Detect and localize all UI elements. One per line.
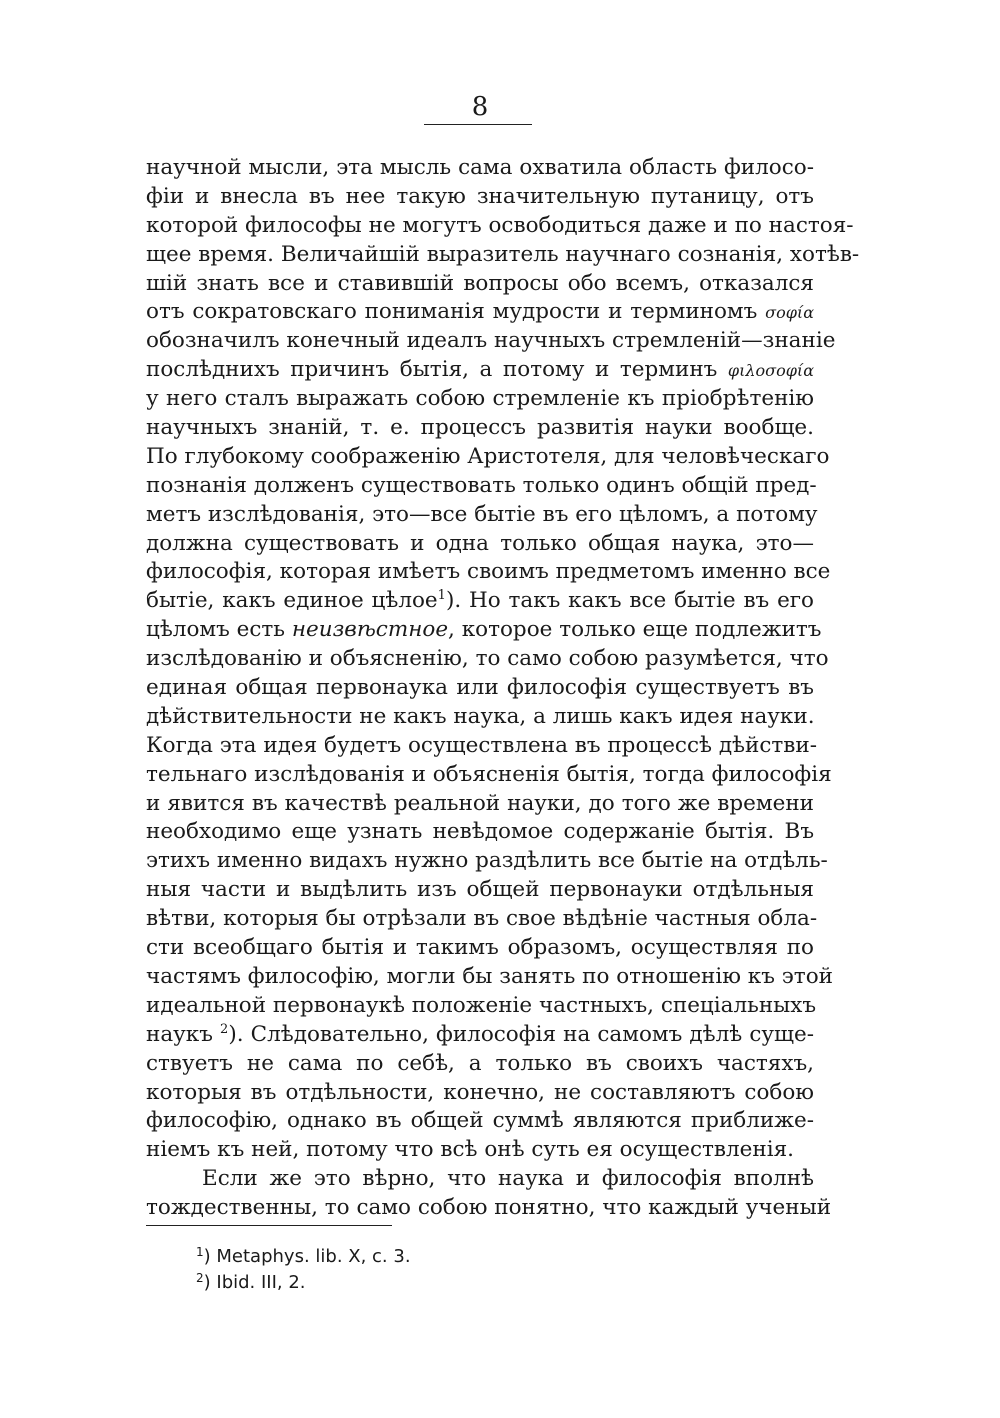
footnote-mark: 2: [196, 1271, 204, 1285]
text-fragment: дѣйствительности не какъ наука, а лишь какъ идея науки.: [146, 703, 815, 729]
text-line: [146, 298, 814, 327]
footnote-mark: 1: [196, 1245, 204, 1259]
text-fragment: ). Но такъ какъ все бытіе въ его: [445, 588, 814, 614]
text-fragment: познанія долженъ существовать только одинъ общій пред-: [146, 472, 817, 498]
footnote-item: [196, 1270, 696, 1296]
text-fragment: научной мысли, эта мысль сама охватила область филосо-: [146, 155, 814, 180]
text-fragment: этихъ именно видахъ нужно раздѣлить все бытіе на отдѣль-: [146, 848, 828, 874]
text-fragment: идеальной первонаукѣ положеніе частныхъ, спеціальныхъ: [146, 992, 817, 1018]
text-line: [146, 963, 833, 992]
text-line: [146, 934, 814, 963]
text-fragment: цѣломъ есть: [146, 617, 292, 643]
text-fragment: ныя части и выдѣлить изъ общей первонауки отдѣльныя: [146, 877, 814, 903]
footnote-reference: 1: [437, 588, 446, 604]
text-line: [146, 212, 854, 241]
text-line: [146, 847, 828, 876]
body-text: [146, 154, 860, 1223]
text-line: [146, 385, 814, 414]
text-fragment: которыя въ отдѣльности, конечно, не составляютъ собою: [146, 1079, 814, 1105]
emphasis-text: неизвѣстное: [291, 617, 449, 643]
greek-term: σοφία: [765, 303, 814, 323]
text-fragment: Когда эта идея будетъ осуществлена въ процессѣ дѣйстви-: [146, 732, 817, 758]
footnote-item: [196, 1244, 696, 1270]
text-fragment: послѣднихъ причинъ бытія, а потому и терминъ: [146, 357, 728, 383]
text-line: [146, 1194, 832, 1223]
text-line: [146, 761, 832, 790]
text-fragment: у него сталъ выражать собою стремленіе къ пріобрѣтенію: [146, 386, 814, 412]
text-line: [146, 558, 831, 587]
text-line: [146, 501, 818, 530]
text-line: [146, 703, 814, 732]
text-line: [146, 732, 817, 761]
text-fragment: тождественны, то само собою понятно, что каждый ученый: [146, 1195, 832, 1221]
text-line: [146, 587, 814, 616]
footnote-text: ) Metaphys. lib. X, c. 3.: [203, 1246, 411, 1267]
text-fragment: обозначилъ конечный идеалъ научныхъ стремленій—знаніе: [146, 328, 836, 354]
text-line: [146, 645, 829, 674]
text-line: [146, 472, 817, 501]
text-line: [146, 270, 814, 299]
text-line: [146, 1079, 814, 1108]
text-line: [146, 674, 814, 703]
text-line: [146, 876, 814, 905]
text-fragment: единая общая первонаука или философія существуетъ въ: [146, 675, 814, 701]
text-fragment: которой философы не могутъ освободиться даже и по настоя-: [146, 212, 854, 238]
text-line: [146, 530, 814, 559]
text-line: [146, 241, 860, 270]
text-line: [146, 1107, 814, 1136]
text-fragment: отъ сократовскаго пониманія мудрости и терминомъ: [146, 299, 766, 325]
text-line: [146, 1021, 814, 1050]
greek-term: φιλοσοφία: [727, 361, 814, 381]
text-fragment: должна существовать и одна только общая наука, это—: [146, 530, 814, 556]
text-fragment: ніемъ къ ней, потому что всѣ онѣ суть ея осуществленія.: [146, 1137, 795, 1163]
text-line: [146, 356, 814, 385]
footnote-text: ) Ibid. III, 2.: [203, 1272, 306, 1293]
text-fragment: Если же это вѣрно, что наука и философія вполнѣ: [202, 1166, 814, 1192]
text-line: [146, 1136, 814, 1165]
text-fragment: шій знать все и ставившій вопросы обо всемъ, отказался: [146, 270, 814, 296]
text-fragment: ). Слѣдовательно, философія на самомъ дѣлѣ суще-: [228, 1021, 814, 1047]
text-line: [146, 818, 814, 847]
text-line: [146, 327, 836, 356]
text-fragment: изслѣдованію и объясненію, то само собою разумѣется, что: [146, 646, 829, 672]
text-fragment: философія, которая имѣетъ своимъ предметомъ именно все: [146, 559, 831, 585]
text-fragment: фіи и внесла въ нее такую значительную путаницу, отъ: [146, 183, 814, 209]
header-rule: [424, 124, 532, 125]
text-fragment: метъ изслѣдованія, это—все бытіе въ его цѣломъ, а потому: [146, 501, 818, 527]
text-fragment: и явится въ качествѣ реальной науки, до того же времени: [146, 790, 814, 816]
text-fragment: тельнаго изслѣдованія и объясненія бытія, тогда философія: [146, 761, 832, 787]
text-fragment: частямъ философію, могли бы занять по отношенію къ этой: [146, 963, 833, 989]
text-fragment: философію, однако въ общей суммѣ являются приближе-: [146, 1108, 814, 1134]
text-line: [146, 1050, 814, 1079]
text-fragment: ствуетъ не сама по себѣ, а только въ своихъ частяхъ,: [146, 1050, 814, 1076]
text-fragment: наукъ: [146, 1021, 221, 1047]
footnotes: [196, 1244, 696, 1296]
text-line: [146, 183, 814, 212]
text-line: [146, 414, 814, 443]
text-line: [146, 992, 817, 1021]
footnote-reference: 2: [220, 1021, 229, 1037]
text-line: [146, 616, 822, 645]
text-fragment: сти всеобщаго бытія и такимъ образомъ, осуществляя по: [146, 935, 814, 961]
text-fragment: По глубокому соображенію Аристотеля, для человѣческаго: [146, 443, 830, 469]
page-number: 8: [471, 92, 489, 122]
text-fragment: вѣтви, которыя бы отрѣзали въ свое вѣдѣніе частныя обла-: [146, 906, 818, 932]
text-line: [146, 154, 814, 183]
text-fragment: щее время. Величайшій выразитель научнаго сознанія, хотѣв-: [146, 241, 860, 267]
text-line: [146, 443, 830, 472]
footnote-rule: [146, 1225, 392, 1226]
text-line: [146, 1165, 814, 1194]
text-line: [146, 905, 818, 934]
text-line: [146, 790, 814, 819]
text-fragment: , которое только еще подлежитъ: [448, 617, 822, 643]
text-fragment: научныхъ знаній, т. е. процессъ развитія науки вообще.: [146, 415, 814, 441]
text-fragment: необходимо еще узнать невѣдомое содержаніе бытія. Въ: [146, 819, 814, 845]
text-fragment: бытіе, какъ единое цѣлое: [146, 588, 438, 614]
